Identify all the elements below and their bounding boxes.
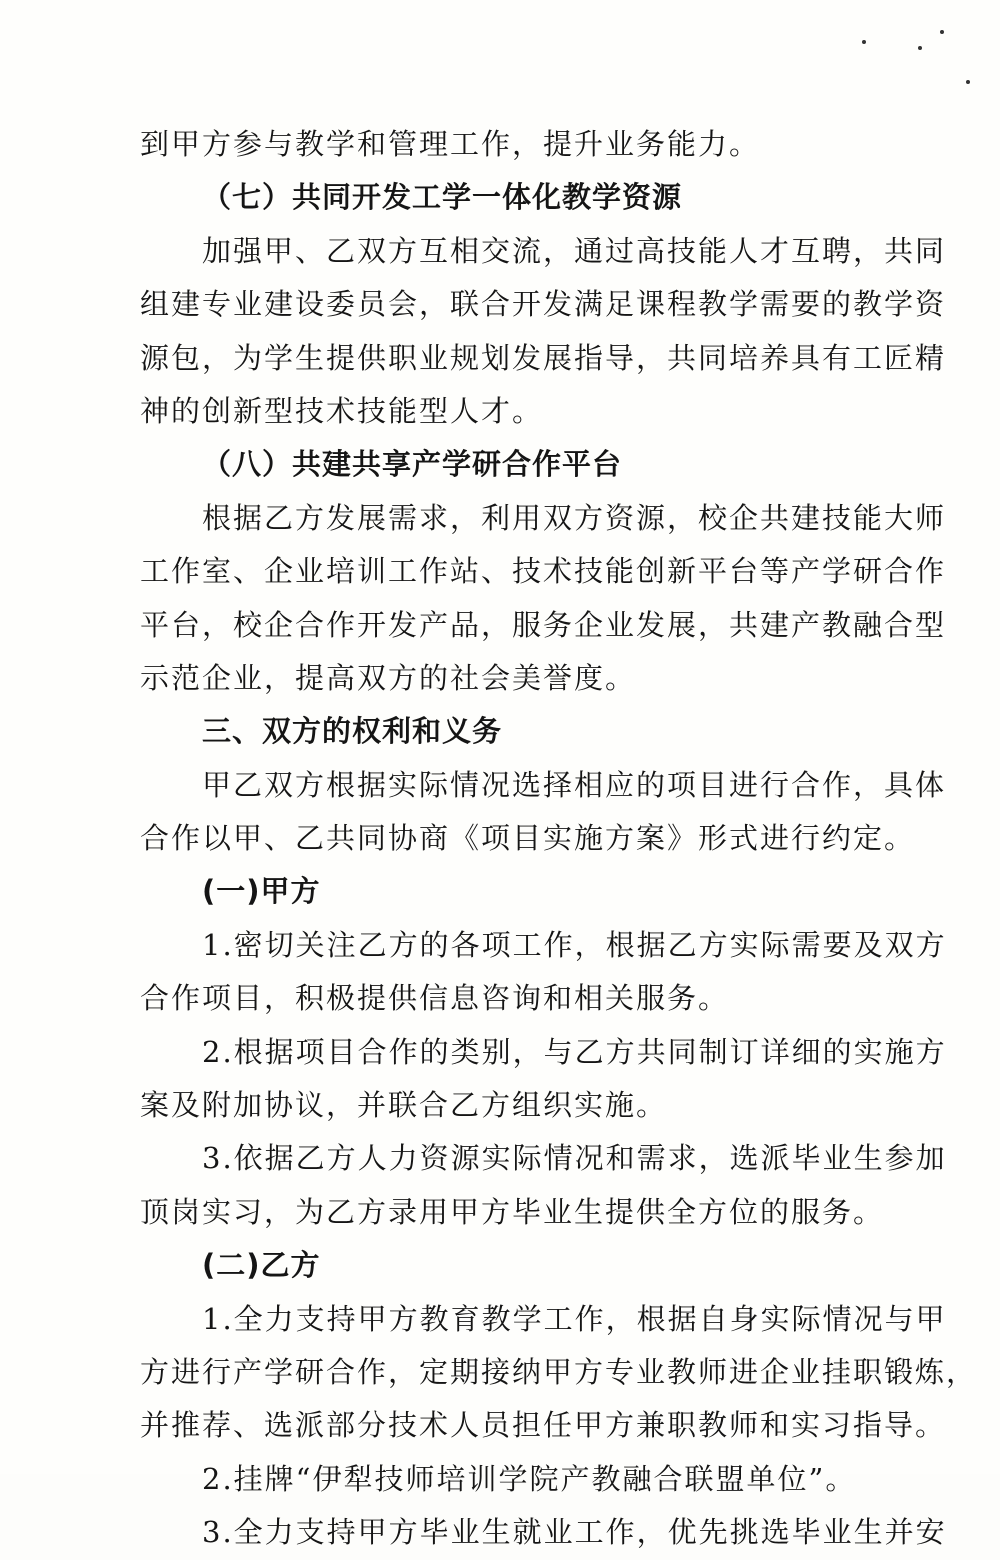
section-heading: （七）共同开发工学一体化教学资源: [202, 180, 683, 215]
text-line: 合作项目，积极提供信息咨询和相关服务。: [140, 981, 730, 1016]
text-line: 平台，校企合作开发产品，服务企业发展，共建产教融合型: [140, 607, 947, 642]
section-heading: (二)乙方: [202, 1248, 321, 1283]
text-line: 方进行产学研合作，定期接纳甲方专业教师进企业挂职锻炼，: [140, 1354, 978, 1389]
text-line: 组建专业建设委员会，联合开发满足课程教学需要的教学资: [140, 287, 947, 322]
scan-speck: [966, 80, 970, 84]
text-line: 3.依据乙方人力资源实际情况和需求，选派毕业生参加: [202, 1141, 947, 1176]
section-heading: (一)甲方: [202, 874, 321, 909]
text-line: 源包，为学生提供职业规划发展指导，共同培养具有工匠精: [140, 340, 947, 375]
scan-speck: [940, 30, 944, 34]
text-line: 示范企业，提高双方的社会美誉度。: [140, 660, 637, 695]
text-line: 2.挂牌“伊犁技师培训学院产教融合联盟单位”。: [202, 1461, 857, 1496]
text-line: 到甲方参与教学和管理工作，提升业务能力。: [140, 127, 761, 161]
document-body: [140, 118, 978, 1560]
text-line: 案及附加协议，并联合乙方组织实施。: [140, 1088, 668, 1123]
scan-speck: [862, 40, 866, 44]
text-line: 合作以甲、乙共同协商《项目实施方案》形式进行约定。: [140, 821, 916, 856]
text-line: 甲乙双方根据实际情况选择相应的项目进行合作，具体: [202, 767, 947, 802]
text-line: 工作室、企业培训工作站、技术技能创新平台等产学研合作: [140, 554, 947, 589]
text-line: 1.密切关注乙方的各项工作，根据乙方实际需要及双方: [202, 927, 947, 962]
text-line: 3.全力支持甲方毕业生就业工作，优先挑选毕业生并安: [202, 1515, 947, 1550]
section-heading: （八）共建共享产学研合作平台: [202, 447, 623, 482]
text-line: 神的创新型技术技能型人才。: [140, 393, 544, 428]
section-heading: 三、双方的权利和义务: [202, 714, 503, 749]
text-line: 顶岗实习，为乙方录用甲方毕业生提供全方位的服务。: [140, 1194, 885, 1229]
scan-speck: [918, 46, 922, 50]
text-line: 根据乙方发展需求，利用双方资源，校企共建技能大师: [202, 500, 947, 535]
text-line: 加强甲、乙双方互相交流，通过高技能人才互聘，共同: [202, 233, 947, 268]
text-line: 1.全力支持甲方教育教学工作，根据自身实际情况与甲: [202, 1301, 947, 1336]
text-line: 并推荐、选派部分技术人员担任甲方兼职教师和实习指导。: [140, 1408, 947, 1443]
text-line: 2.根据项目合作的类别，与乙方共同制订详细的实施方: [202, 1034, 947, 1069]
